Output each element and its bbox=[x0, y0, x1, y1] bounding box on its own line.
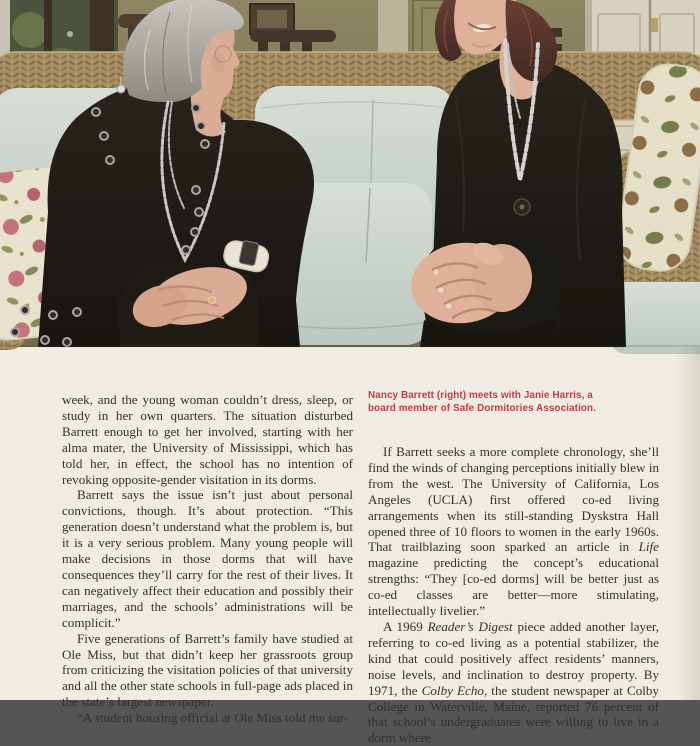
article-paragraph: Barrett says the issue isn’t just about personal convictions, though. It’s about protection. “This generation doesn’t understand what the problem is, but it is a very serious problem. Many young people will make decisions in those dorms that will have consequences they’ll carry for the rest of their lives. It can negatively affect their education and possibly their marriages, and the schools’ administrations will be complicit.” bbox=[62, 487, 353, 630]
page-edge-shadow bbox=[676, 347, 700, 700]
article-paragraph: If Barrett seeks a more complete chronology, she’ll find the winds of changing perceptions initially blew in from the west. The University of California, Los Angeles (UCLA) first offered co-ed living arrangements when its still-standing Dyskstra Hall opened three of 10 floors to women in the early 1960s. That trailblazing soon sparked an article in Life magazine predicting the concept’s educational strengths: “They [co-ed dorms] will be better just as co-ed classes are better—more stimulating, intellectually livelier.” bbox=[368, 444, 659, 619]
article-photo bbox=[0, 0, 700, 347]
photo-bottom-edge bbox=[0, 345, 700, 348]
article-paragraph: week, and the young woman couldn’t dress, sleep, or study in her own quarters. The situation disturbed Barrett enough to get her involved, starting with her alma mater, the University of Mississippi, which has told her, in effect, the school has no intention of revoking opposite-gender visitation in its dorms. bbox=[62, 392, 353, 487]
photo-scene bbox=[0, 0, 700, 347]
photo-tone-overlay bbox=[0, 0, 700, 347]
article-column-right bbox=[368, 444, 659, 746]
article-paragraph: “A student housing official at Ole Miss told me sur- bbox=[77, 710, 349, 726]
photo-caption: Nancy Barrett (right) meets with Janie Harris, a board member of Safe Dormitories Association. bbox=[368, 390, 597, 414]
article-paragraph: A 1969 Reader’s Digest piece added another layer, referring to co-ed living as a potential stabilizer, the kind that could positively affect residents’ manners, noise levels, and inclination to destroy property. By 1971, the Colby Echo, the student newspaper at Colby College in Waterville, Maine, reported 76 percent of that school’s undergraduates were willing to live in a dorm where bbox=[368, 618, 659, 746]
article-column-left bbox=[62, 392, 353, 726]
article-paragraph: Five generations of Barrett’s family have studied at Ole Miss, but that didn’t keep her grassroots group from criticizing the visitation policies of that university and all the other state schools in full-page ads placed in the state’s largest newspaper. bbox=[62, 630, 353, 710]
